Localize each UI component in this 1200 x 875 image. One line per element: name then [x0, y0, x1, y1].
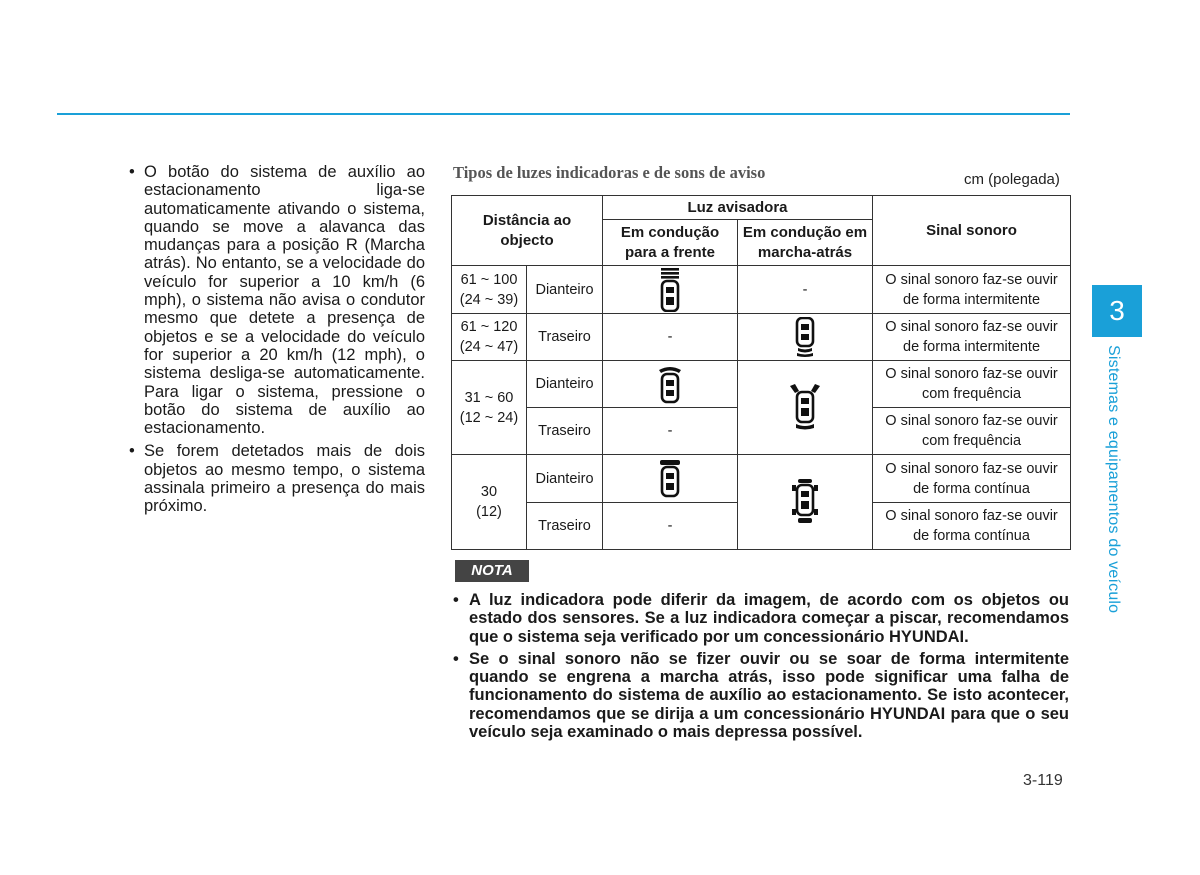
- sound-cell: O sinal sonoro faz-se ouvir com frequência: [873, 360, 1071, 407]
- indicator-table: [451, 195, 1071, 550]
- header-reverse: Em condução em marcha-atrás: [738, 220, 873, 266]
- chapter-title: [1100, 345, 1122, 615]
- sensor-cell: Dianteiro: [527, 360, 603, 407]
- distance-cm: 31 ~ 60: [464, 389, 514, 406]
- reverse-light-cell: [738, 313, 873, 360]
- sensor-cell: Traseiro: [527, 313, 603, 360]
- table-row: [452, 455, 1071, 502]
- section-title: Tipos de luzes indicadoras e de sons de aviso: [453, 163, 766, 182]
- sound-cell: O sinal sonoro faz-se ouvir de forma contínua: [873, 502, 1071, 549]
- forward-light-cell: -: [603, 502, 738, 549]
- sound-cell: O sinal sonoro faz-se ouvir com frequência: [873, 408, 1071, 455]
- header-rule: [57, 113, 1070, 115]
- forward-light-cell: [603, 266, 738, 313]
- list-item: • Se forem detetados mais de dois objetos ao mesmo tempo, o sistema assinala primeiro a presença do mais próximo.: [127, 442, 425, 515]
- table-row: [452, 313, 1071, 360]
- forward-light-cell: [603, 360, 738, 407]
- distance-cm: 61 ~ 100: [460, 271, 518, 288]
- reverse-light-cell: -: [738, 266, 873, 313]
- distance-cell: [452, 360, 527, 455]
- sensor-cell: Dianteiro: [527, 266, 603, 313]
- page-number: 3-119: [1023, 772, 1063, 789]
- list-item: • Se o sinal sonoro não se fizer ouvir ou se soar de forma intermitente quando se engrena a marcha atrás, isso pode significar uma falha de funcionamento do sistema de auxílio ao estacionamento. Se isto acontecer, recomendamos que se dirija a um concessionário HYUNDAI para que o seu veículo seja examinado o mais depressa possível.: [453, 650, 1069, 741]
- forward-light-cell: -: [603, 313, 738, 360]
- car-front-close-sensor-icon: [657, 460, 683, 498]
- car-front-corner-sensor-icon: [656, 364, 684, 404]
- header-light: Luz avisadora: [603, 196, 873, 220]
- forward-light-cell: -: [603, 408, 738, 455]
- header-forward: Em condução para a frente: [603, 220, 738, 266]
- sound-cell: O sinal sonoro faz-se ouvir de forma contínua: [873, 455, 1071, 502]
- distance-in: (24 ~ 39): [459, 291, 519, 308]
- sensor-cell: Traseiro: [527, 408, 603, 455]
- car-front-sensor-icon: [658, 268, 682, 312]
- nota-badge: NOTA: [455, 560, 529, 582]
- header-sound: Sinal sonoro: [873, 196, 1071, 266]
- list-item: • O botão do sistema de auxílio ao estacionamento liga-se automaticamente ativando o sistema, quando se move a alavanca das mudanças para a posição R (Marcha atrás). No entanto, se a velocidade do veículo for superior a 10 km/h (6 mph), o sistema não avisa o condutor mesmo que detete a presença de objetos e se a velocidade do veículo for superior a 20 km/h (12 mph), o sistema desliga-se automaticamente. Para ligar o sistema, pressione o botão do sistema de auxílio ao estacionamento.: [127, 163, 425, 437]
- note-text: [453, 591, 1069, 745]
- car-all-close-sensor-icon: [790, 479, 820, 525]
- sensor-cell: Traseiro: [527, 502, 603, 549]
- distance-cell: [452, 266, 527, 313]
- distance-cm: 30: [480, 484, 498, 501]
- distance-cm: 61 ~ 120: [460, 318, 518, 335]
- list-item: • A luz indicadora pode diferir da imagem, de acordo com os objetos ou estado dos sensores. Se a luz indicadora começar a piscar, recomendamos que o sistema seja verificado por um concessionário HYUNDAI.: [453, 591, 1069, 646]
- reverse-light-cell: [738, 455, 873, 550]
- distance-in: (24 ~ 47): [459, 338, 519, 355]
- sound-cell: O sinal sonoro faz-se ouvir de forma intermitente: [873, 266, 1071, 313]
- forward-light-cell: [603, 455, 738, 502]
- header-distance: Distância ao objecto: [452, 196, 603, 266]
- sound-cell: O sinal sonoro faz-se ouvir de forma intermitente: [873, 313, 1071, 360]
- sensor-cell: Dianteiro: [527, 455, 603, 502]
- left-column-text: [127, 163, 425, 521]
- distance-in: (12 ~ 24): [459, 409, 519, 426]
- car-rear-sensor-icon: [793, 317, 817, 357]
- distance-in: (12): [476, 504, 502, 521]
- distance-cell: [452, 313, 527, 360]
- reverse-light-cell: [738, 360, 873, 455]
- table-row: [452, 360, 1071, 407]
- chapter-tab: 3: [1092, 285, 1142, 337]
- chapter-title-text: Sistemas e equipamentos do veículo: [1105, 345, 1122, 614]
- unit-label: cm (polegada): [964, 171, 1060, 188]
- table-row: [452, 266, 1071, 313]
- distance-cell: [452, 455, 527, 550]
- car-all-sensor-icon: [788, 384, 822, 432]
